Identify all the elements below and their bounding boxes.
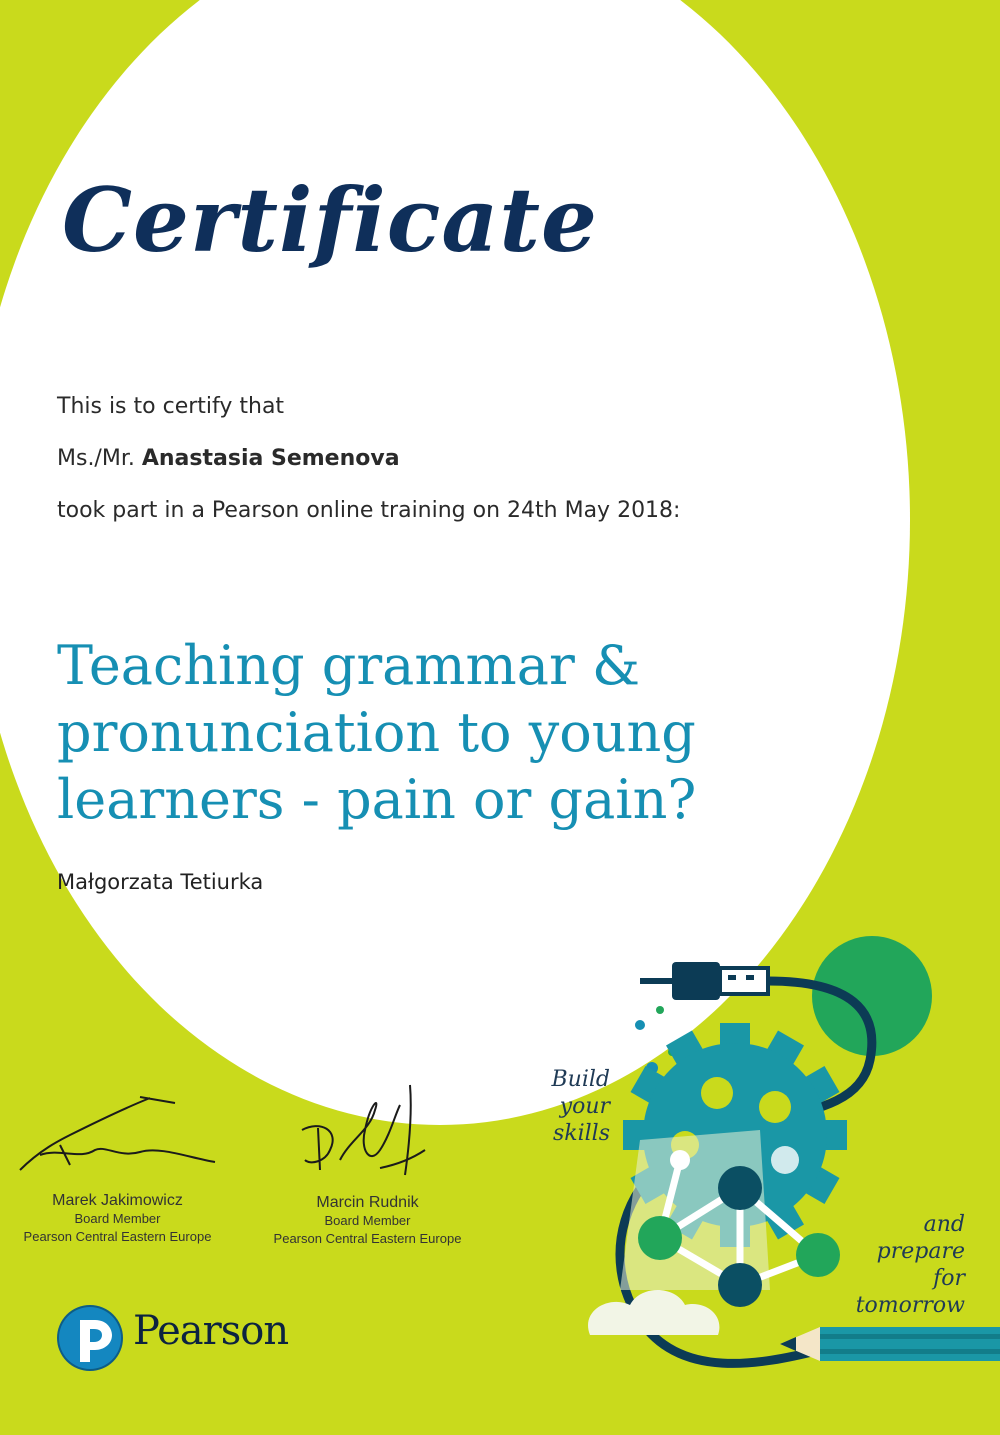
- pearson-wordmark: Pearson: [133, 1308, 289, 1354]
- signatory-2: [260, 1194, 475, 1248]
- slogan-word: tomorrow: [855, 1293, 965, 1318]
- cloud-icon: [588, 1290, 719, 1335]
- slogan-word: Build: [551, 1067, 610, 1092]
- slogan-word: prepare: [876, 1239, 965, 1264]
- slogan-word: your: [559, 1094, 610, 1119]
- slogan-word: skills: [552, 1121, 610, 1146]
- signatory-1: [10, 1192, 225, 1246]
- signatory-org: Pearson Central Eastern Europe: [23, 1229, 212, 1244]
- slogan-prepare-tomorrow: [830, 1211, 965, 1319]
- pearson-logo-icon: [57, 1305, 123, 1371]
- slogan-word: for: [933, 1266, 965, 1291]
- recipient-name: Anastasia Semenova: [141, 446, 400, 471]
- certificate-title: Certificate: [62, 168, 598, 272]
- training-line: took part in a Pearson online training on 24th May 2018:: [57, 498, 681, 523]
- salutation: Ms./Mr.: [57, 446, 135, 471]
- course-title: [57, 632, 777, 833]
- trainer-name: Małgorzata Tetiurka: [57, 870, 264, 894]
- course-title-line: Teaching grammar &: [57, 634, 641, 697]
- signatory-name: Marek Jakimowicz: [52, 1192, 183, 1209]
- pencil-icon: [780, 1327, 1000, 1361]
- recipient-line: [57, 446, 400, 471]
- signature: [20, 1097, 215, 1170]
- signatory-role: Board Member: [74, 1211, 161, 1226]
- signatory-role: Board Member: [324, 1213, 411, 1228]
- certify-intro: This is to certify that: [57, 394, 285, 419]
- signatory-name: Marcin Rudnik: [316, 1194, 419, 1211]
- signatory-org: Pearson Central Eastern Europe: [273, 1231, 462, 1246]
- slogan-build-skills: [510, 1066, 610, 1147]
- course-title-line: learners - pain or gain?: [57, 768, 697, 831]
- slogan-word: and: [923, 1212, 965, 1237]
- course-title-line: pronunciation to young: [57, 701, 696, 764]
